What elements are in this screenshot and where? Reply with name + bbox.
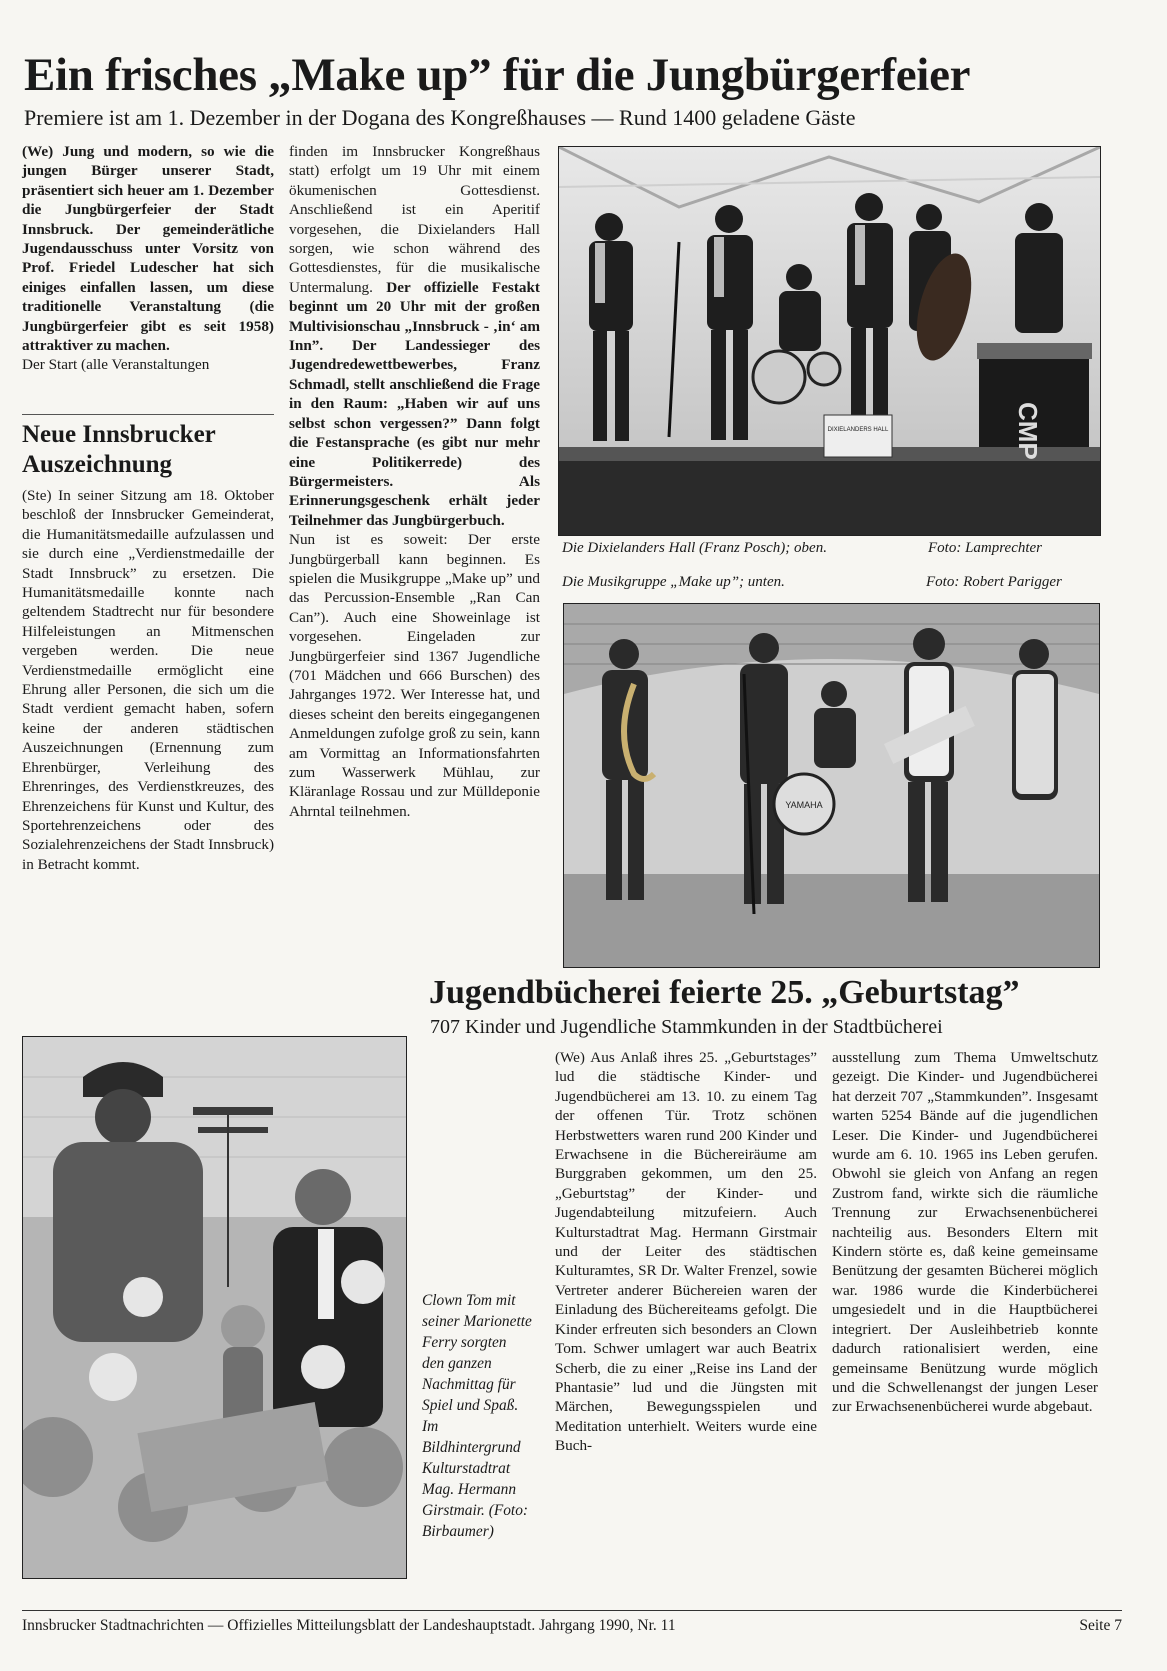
photo1-credit: Foto: Lamprechter xyxy=(928,540,1043,556)
page-number: Seite 7 xyxy=(1079,1617,1122,1634)
column-divider xyxy=(22,414,274,415)
main-subhead: Premiere ist am 1. Dezember in der Dogana des Kongreßhauses — Rund 1400 geladene Gäste xyxy=(24,105,856,130)
photo1-caption: Die Dixielanders Hall (Franz Posch); oben. xyxy=(562,540,827,556)
article3-heading: Jugendbücherei feierte 25. „Geburtstag” xyxy=(429,974,1020,1011)
photo2-caption: Die Musikgruppe „Make up”; unten. xyxy=(562,574,785,590)
article3-column-1: (We) Aus Anlaß ihres 25. „Geburtstages” lud die städtische Kinder- und Jugendbücherei am 13. 10. zu einem Tag der offenen Tür. Trotz schönen Herbstwetters waren rund 200 Kinder und Erwachsene in die Büchereiräume am Burggraben gekommen, um den 25. „Geburtstag” der Kinder- und Jugendabteilung mitzufeiern. Auch Kulturstadtrat Mag. Hermann Girstmair und der Leiter des städtischen Kulturamtes, SR Dr. Walter Frenzel, sowie Vertreter anderer Büchereien waren der Einladung des Büchereiteams gefolgt. Die Kinder erfreuten sich besonders an Clown Tom. Schwer umlagert war auch Beatrix Scherb, die zu einer „Reise ins Land der Phantasie” lud und die Jüngsten mit Märchen, Bewegungsspielen und Meditation unterhielt. Weiters wurde eine Buch- xyxy=(555,1049,817,1455)
photo2-credit: Foto: Robert Parigger xyxy=(926,574,1062,590)
article1-lead-normal: Der Start (alle Veranstaltungen xyxy=(22,356,210,374)
article2-heading: Neue Innsbrucker Auszeichnung xyxy=(22,421,216,478)
photo-make-up-band xyxy=(563,603,1100,968)
photo-clown-tom xyxy=(22,1036,407,1579)
article1-lead-bold: (We) Jung und modern, so wie die jungen Bürger unserer Stadt, präsentiert sich heuer am 1. Dezember die Jungbürgerfeier der Stadt Innsbruck. Der gemeinderätliche Jugendausschuss unter Vorsitz von Prof. Friedel Ludescher hat sich einiges einfallen lassen, um diese traditionelle Veranstaltung (die Jungbürgerfeier gibt es seit 1958) attraktiver zu machen. xyxy=(22,143,274,355)
article1-col2-bold: Der offizielle Festakt beginnt um 20 Uhr mit der großen Multivisionschau „Innsbruck - ‚in‘ am Inn”. Der Landessieger des Jugendredewettbewerbes, Franz Schmadl, stellt anschließend die Frage in den Raum: „Haben wir auf uns selbst schon vergessen?” Dann folgt die Festansprache (es gibt nur mehr eine Politikerrede) des Bürgermeisters. Als Erinnerungsgeschenk erhält jeder Teilnehmer das Jungbürgerbuch. xyxy=(289,278,540,529)
photo-clown-tom-drawing xyxy=(23,1037,406,1578)
article1-column-2 xyxy=(289,142,540,821)
article1-col2-text-a: finden im Innsbrucker Kongreßhaus statt) erfolgt um 19 Uhr mit einem ökumenischen Gottesdienst. Anschließend ist ein Aperitif vorgesehen, die Dixielanders Hall sorgen, wie schon während des Gottesdienstes, für die musikalische Untermalung. xyxy=(289,143,540,296)
photo-make-up-band-drawing xyxy=(564,604,1099,967)
amp-label: CMP xyxy=(1013,402,1043,460)
article3-subhead: 707 Kinder und Jugendliche Stammkunden in der Stadtbücherei xyxy=(430,1016,943,1038)
article1-column-1 xyxy=(22,142,274,375)
article2-body: (Ste) In seiner Sitzung am 18. Oktober beschloß der Innsbrucker Gemeinderat, die Humanitätsmedaille aufzulassen und sie durch eine „Verdienstmedaille der Stadt Innsbruck” zu ersetzen. Die Humanitätsmedaille konnte nach geltendem Stadtrecht nur für besondere Hilfeleistungen an Mitmenschen vergeben werden. Die neue Verdienstmedaille ermöglicht eine Ehrung aller Personen, die sich um die Stadt verdient gemacht haben, sofern keine der anderen städtischen Auszeichnungen (Ernennung zum Ehrenbürger, Verleihung des Ehrenringes, des Verdienstkreuzes, des Ehrenzeichens für Kunst und Kultur, des Sportehrenzeichens oder des Sozialehrenzeichens der Stadt Innsbruck) in Betracht kommt. xyxy=(22,487,274,873)
photo3-caption: Clown Tom mit seiner Marionette Ferry sorgten den ganzen Nachmittag für Spiel und Spaß. Im Bildhintergrund Kulturstadtrat Mag. Hermann Girstmair. (Foto: Birbaumer) xyxy=(422,1292,532,1540)
main-headline: Ein frisches „Make up” für die Jungbürgerfeier xyxy=(24,49,971,101)
drum-label: YAMAHA xyxy=(785,800,823,810)
article1-col2-text-b: Nun ist es soweit: Der erste Jungbürgerball kann beginnen. Es spielen die Musikgruppe „Make up” und das Percussion-Ensemble „Ran Can Can”). Auch eine Showeinlage ist vorgesehen. Eingeladen zur Jungbürgerfeier sind 1367 Jugendliche (701 Mädchen und 666 Burschen) des Jahrganges 1972. Wer Interesse hat, und dieses scheint den bereits eingegangenen Anmeldungen zufolge groß zu sein, kann am Vormittag an Informationsfahrten zum Wasserwerk Mühlau, zur Kläranlage Rossau und zur Mülldeponie Ahrntal teilnehmen. xyxy=(289,531,540,820)
article3-column-2: ausstellung zum Thema Umweltschutz gezeigt. Die Kinder- und Jugendbücherei hat derzeit 707 „Stammkunden”. Insgesamt warten 5254 Bände auf die jugendlichen Leser. Die Kinder- und Jugendbücherei wurde am 6. 10. 1965 ins Leben gerufen. Obwohl sie gleich von Anfang an regen Zustrom fand, wirkte sich die räumliche Trennung zur Erwachsenenbücherei nachteilig aus. Besonders Eltern mit Kindern störte es, daß keine gemeinsame Benützung der gesamten Bücherei möglich war. 1986 wurde die Kinderbücherei umgesiedelt und in die Hauptbücherei integriert. Der Ausleihbetrieb konnte dadurch rationalisiert werden, eine gemeinsame Benützung wurde möglich und die Schwellenangst der jungen Leser zur Erwachsenenbücherei wurde abgebaut. xyxy=(832,1049,1098,1416)
footer-publication: Innsbrucker Stadtnachrichten — Offizielles Mitteilungsblatt der Landeshauptstadt. Jahrgang 1990, Nr. 11 xyxy=(22,1617,676,1634)
page-footer xyxy=(22,1610,1122,1635)
photo-dixielanders xyxy=(558,146,1101,536)
banner-label: DIXIELANDERS HALL xyxy=(827,427,889,433)
photo-dixielanders-drawing xyxy=(559,147,1100,535)
